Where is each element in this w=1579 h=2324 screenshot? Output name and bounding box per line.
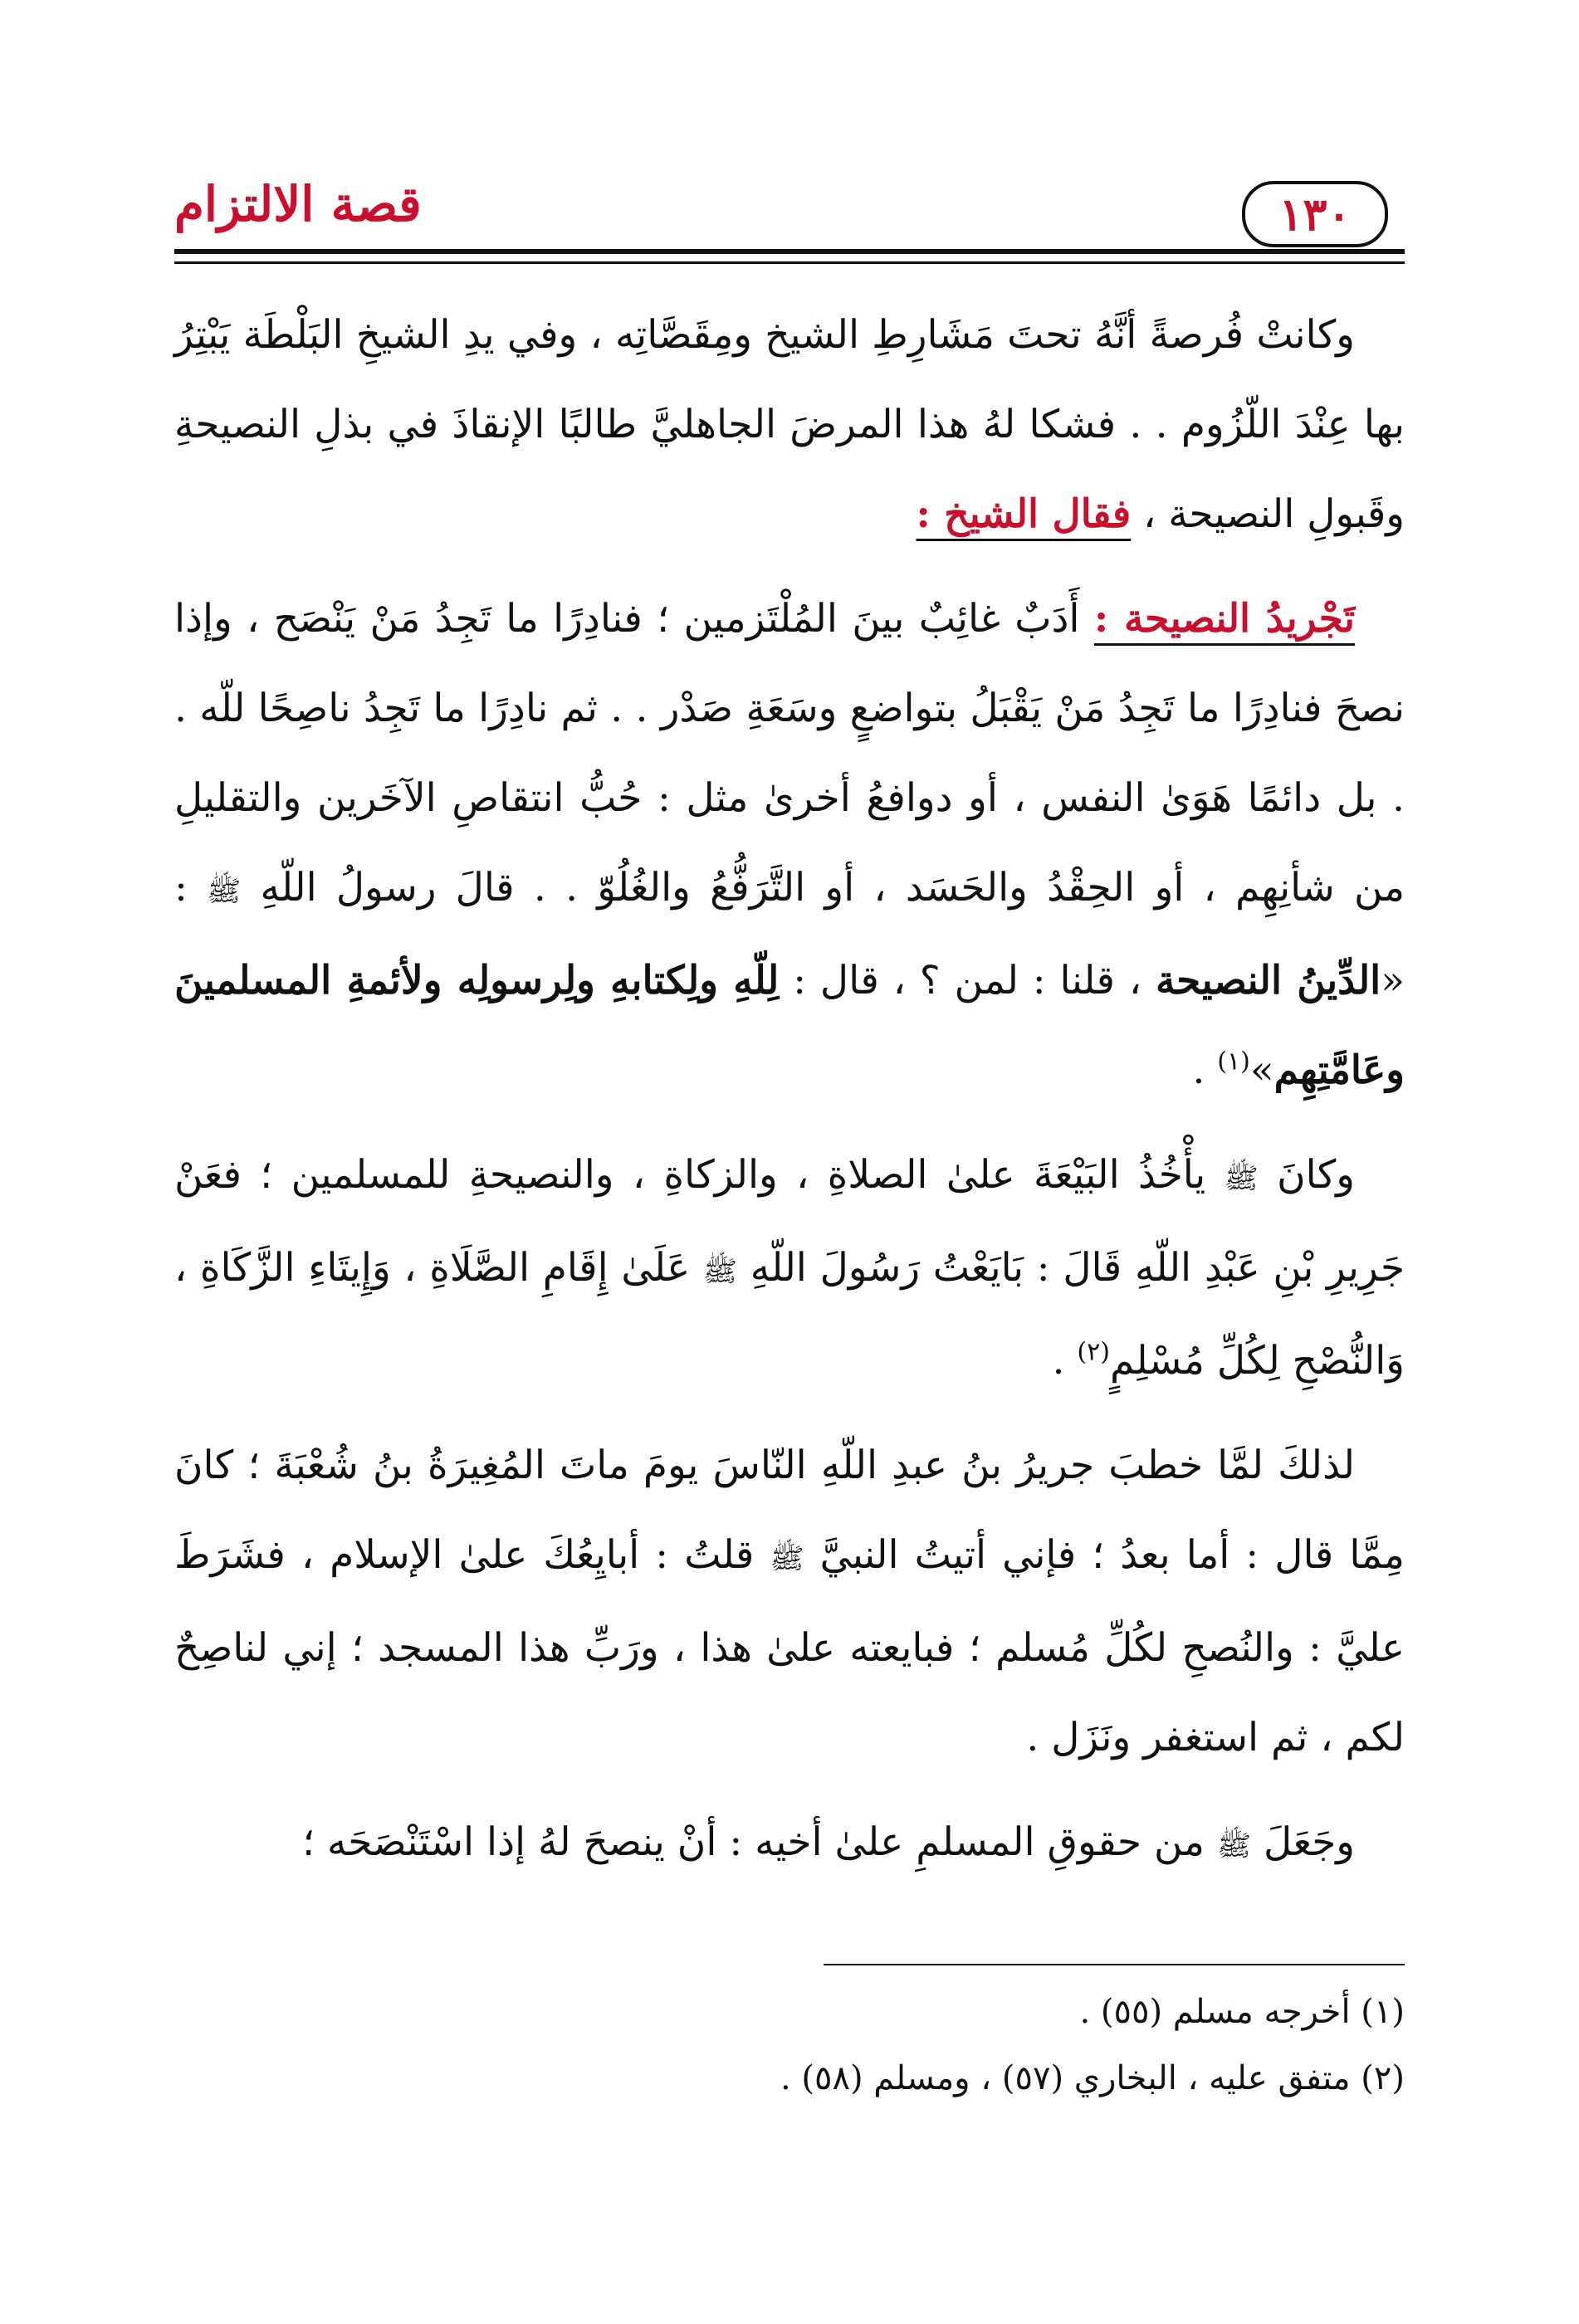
salawat-glyph: ﷺ <box>770 1542 804 1575</box>
paragraph-3 <box>174 1130 1405 1406</box>
paragraph-1-text: وكانتْ فُرصةً أنَّهُ تحتَ مَشَارِطِ الشيخ ومِقَصَّاتِه ، وفي يدِ الشيخِ البَلْطَة يَبْتِرُ بها عِنْدَ اللّزُوم . . فشكا لهُ هذا المرضَ الجاهليَّ طالبًا الإنقاذَ في بذلِ النصيحةِ وقَبولِ النصيحة ، <box>174 312 1405 537</box>
body-text <box>174 290 1405 1891</box>
hadith-bold-1: الدِّينُ النصيحة <box>1155 958 1381 1003</box>
header-rule-thick <box>174 249 1405 254</box>
footnote-separator <box>824 1964 1405 1965</box>
paragraph-5-text-b: من حقوقِ المسلمِ علىٰ أخيه : أنْ ينصحَ لهُ إذا اسْتَنْصَحَه ؛ <box>302 1819 1205 1865</box>
paragraph-2-text-b: : « <box>174 865 1405 1003</box>
salawat-glyph: ﷺ <box>1216 1829 1252 1863</box>
section-heading: تَجْريدُ النصيحة : <box>1093 596 1356 642</box>
paragraph-5-text-a: وجَعَلَ <box>1263 1819 1355 1865</box>
paragraph-4-text-b: قلتُ : أبايِعُكَ علىٰ الإسلام ، فشَرَطَ عليَّ : والنُصحِ لكُلِّ مُسلم ؛ فبايعته علىٰ هذا ، ورَبِّ هذا المسجد ؛ إني لناصِحٌ لكم ، ثم استغفر ونَزَل . <box>174 1532 1405 1760</box>
footnote-2: (٢) متفق عليه ، البخاري (٥٧) ، ومسلم (٥٨) . <box>780 2059 1405 2097</box>
salawat-glyph: ﷺ <box>207 875 242 908</box>
paragraph-3-text-b: يأْخُذُ البَيْعَةَ علىٰ الصلاةِ ، والزكاةِ ، والنصيحةِ للمسلمين ؛ فعَنْ جَرِيرِ بْنِ عَبْدِ اللّهِ قَالَ : بَايَعْتُ رَسُولَ اللّهِ <box>174 1152 1405 1291</box>
sheikh-said-heading: فقال الشيخ : <box>916 491 1132 537</box>
paragraph-5 <box>174 1798 1405 1891</box>
paragraph-2-text-c: ، قلنا : لمن ؟ ، قال : <box>793 958 1142 1003</box>
paragraph-3-end: . <box>1052 1338 1065 1384</box>
paragraph-2-text-d: » <box>1249 1047 1274 1093</box>
footnotes <box>174 1979 1405 2112</box>
footnote-1: (١) أخرجه مسلم (٥٥) . <box>1079 1993 1405 2031</box>
paragraph-4-text-a: لذلكَ لمَّا خطبَ جريرُ بنُ عبدِ اللّهِ النّاسَ يومَ ماتَ المُغِيرَةُ بنُ شُعْبَةَ ؛ كانَ مِمَّا قال : أما بعدُ ؛ فإني أتيتُ النبيَّ <box>174 1443 1405 1578</box>
running-title: قصة الالتزام <box>174 176 422 232</box>
salawat-glyph: ﷺ <box>1224 1162 1259 1195</box>
footnote-ref-2[interactable]: (٢) <box>1077 1337 1110 1367</box>
paragraph-2 <box>174 574 1405 1116</box>
salawat-glyph: ﷺ <box>702 1255 737 1288</box>
page-number: ١٣٠ <box>1278 188 1352 241</box>
footnote-ref-1[interactable]: (١) <box>1217 1047 1250 1077</box>
paragraph-4 <box>174 1421 1405 1783</box>
paragraph-3-text-c: عَلَىٰ إِقَامِ الصَّلَاةِ ، وَإِيتَاءِ الزَّكَاةِ ، وَالنُّصْحِ لِكُلِّ مُسْلِمٍ <box>174 1245 1405 1384</box>
paragraph-2-end: . <box>1192 1047 1205 1093</box>
header-rule-thin <box>174 261 1405 264</box>
paragraph-3-text-a: وكانَ <box>1277 1152 1355 1198</box>
paragraph-1 <box>174 290 1405 559</box>
hadith-bold-2: لِلّهِ ولِكتابهِ ولِرسولِه ولأئمةِ المسلمينَ وعَامَّتِهِم <box>174 958 1405 1093</box>
page-number-badge <box>1242 181 1388 247</box>
page-header <box>174 166 1405 257</box>
paragraph-2-text-a: أَدَبٌ غائِبٌ بينَ المُلْتَزمين ؛ فنادِرًا ما تَجِدُ مَنْ يَنْصَح ، وإذا نصحَ فنادِرًا ما تَجِدُ مَنْ يَقْبَلُ بتواضعٍ وسَعَةِ صَدْر . . ثم نادِرًا ما تَجِدُ ناصِحًا للّه . . بل دائمًا هَوَىٰ النفس ، أو دوافعُ أخرىٰ مثل : حُبُّ انتقاصِ الآخَرين والتقليلِ من شأنِهِم ، أو الحِقْدُ والحَسَد ، أو التَّرَفُّعُ والغُلُوّ . . قالَ رسولُ اللّهِ <box>174 596 1405 911</box>
